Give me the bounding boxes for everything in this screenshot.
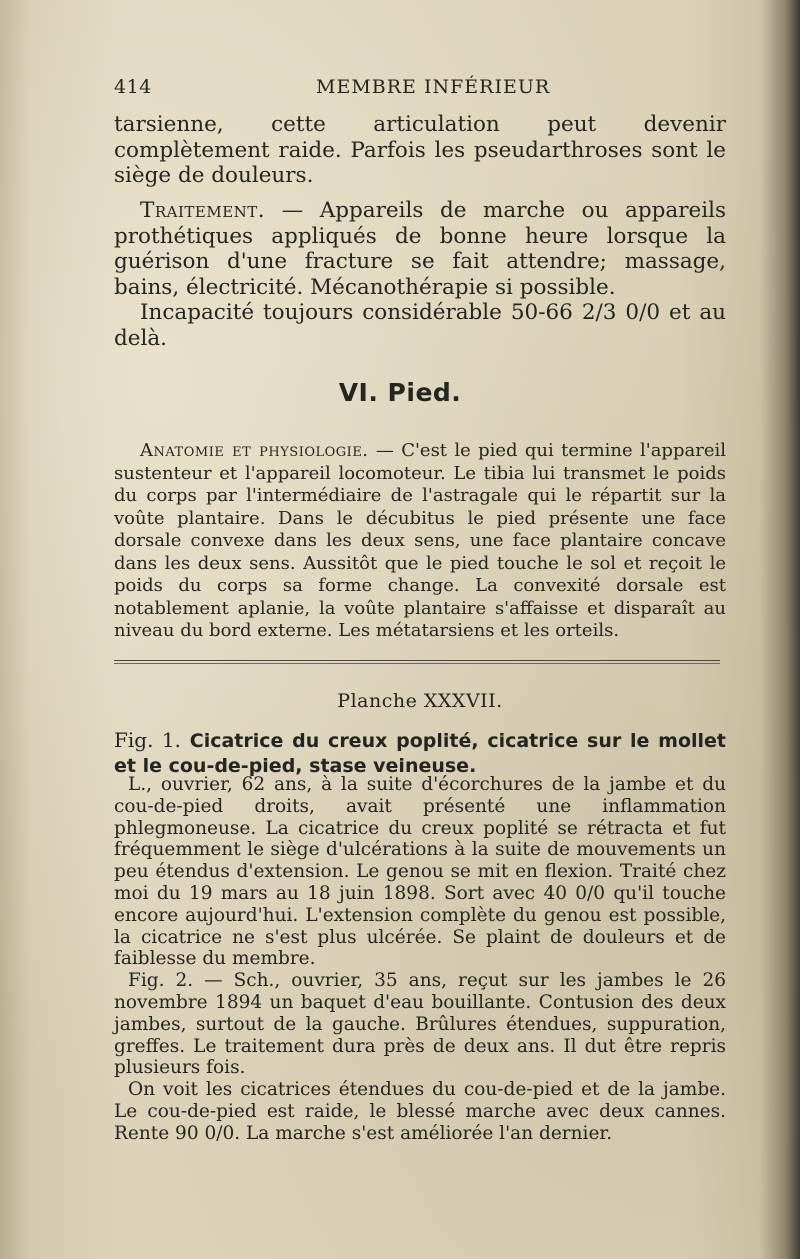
section-title: VI. Pied. <box>338 378 462 407</box>
page-header <box>114 76 724 98</box>
divider-line <box>114 663 720 664</box>
figure-title: Cicatrice du creux poplité, cicatrice sur le mollet et le cou-de-pied, stase veineuse. <box>114 730 727 777</box>
treatment-section <box>114 198 726 351</box>
plate-title: Planche XXXVII. <box>337 690 503 712</box>
figure-label: Fig. 1. <box>114 728 182 752</box>
anatomy-paragraph <box>114 440 726 643</box>
fig2-description: Fig. 2. — Sch., ouvrier, 35 ans, reçut sur les jambes le 26 novembre 1894 un baquet d'eau bouillante. Contusion des deux jambes, surtout de la gauche. Brûlures étendues, suppuration, greffes. Le traitement dura près de deux ans. Il dut être repris plusieurs fois. <box>114 970 726 1079</box>
divider-line <box>114 660 720 661</box>
figure-descriptions <box>114 774 726 1145</box>
anatomy-section <box>114 440 726 643</box>
incapacity-paragraph: Incapacité toujours considérable 50-66 2/3 0/0 et au delà. <box>114 300 726 351</box>
treatment-label: Traitement. <box>140 198 266 223</box>
figure-heading <box>114 728 726 778</box>
page-number: 414 <box>114 76 152 98</box>
paragraph-continuation <box>114 112 726 189</box>
anatomy-label: Anatomie et physiologie. <box>140 440 369 461</box>
fig2-description-continued: On voit les cicatrices étendues du cou-de-pied et de la jambe. Le cou-de-pied est raide, le blessé marche avec deux cannes. Rente 90 0/0. La marche s'est améliorée l'an dernier. <box>114 1079 726 1144</box>
treatment-paragraph <box>114 198 726 300</box>
running-title: MEMBRE INFÉRIEUR <box>316 76 551 98</box>
treatment-text: — Appareils de marche ou appareils prothétiques appliqués de bonne heure lorsque la guérison d'une fracture se fait attendre; massage, bains, électricité. Mécanothérapie si possible. <box>114 198 726 300</box>
anatomy-text: — C'est le pied qui termine l'appareil sustenteur et l'appareil locomoteur. Le tibia lui transmet le poids du corps par l'intermédiaire de l'astragale qui le répartit sur la voûte plantaire. Dans le décubitus le pied présente une face dorsale convexe dans les deux sens, une face plantaire concave dans les deux sens. Aussitôt que le pied touche le sol et reçoit le poids du corps sa forme change. La convexité dorsale est notablement aplanie, la voûte plantaire s'affaisse et disparaît au niveau du bord externe. Les métatarsiens et les orteils. <box>114 440 726 641</box>
paragraph-text: tarsienne, cette articulation peut devenir complètement raide. Parfois les pseudarthroses sont le siège de douleurs. <box>114 112 726 188</box>
fig1-description: L., ouvrier, 62 ans, à la suite d'écorchures de la jambe et du cou-de-pied droits, avait présenté une inflammation phlegmoneuse. La cicatrice du creux poplité se rétracta et fut fréquemment le siège d'ulcérations à la suite de mouvements un peu étendus d'extension. Le genou se mit en flexion. Traité chez moi du 19 mars au 18 juin 1898. Sort avec 40 0/0 qu'il touche encore aujourd'hui. L'extension complète du genou est possible, la cicatrice ne s'est plus ulcérée. Se plaint de douleurs et de faiblesse du membre. <box>114 774 726 970</box>
